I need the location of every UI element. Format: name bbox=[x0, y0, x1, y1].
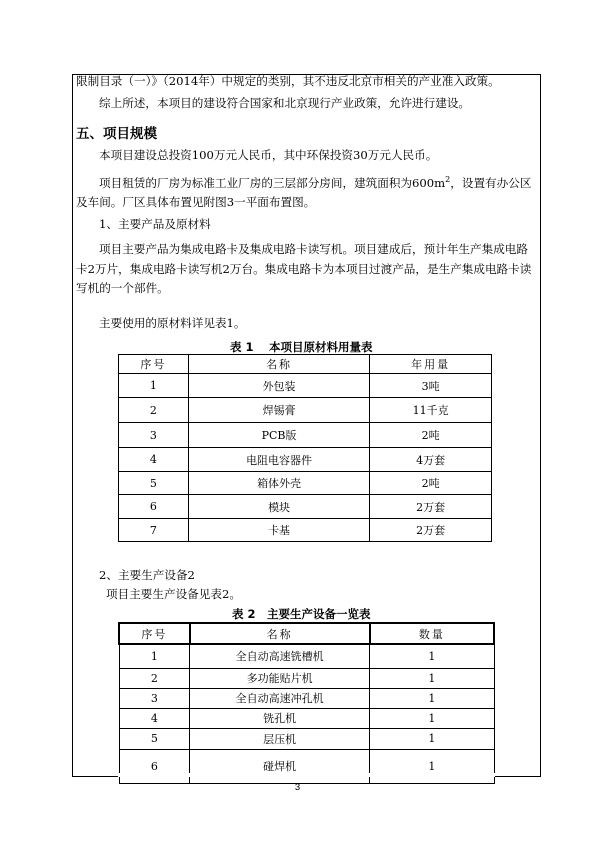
table-cell: 7 bbox=[119, 519, 189, 542]
page-cut bbox=[118, 773, 495, 777]
table-row bbox=[119, 472, 492, 495]
table-body bbox=[119, 374, 492, 542]
table-cell: 1 bbox=[119, 374, 189, 398]
raw-materials-table bbox=[118, 354, 492, 542]
area-superscript: 2 bbox=[445, 175, 451, 184]
column-header: 名称 bbox=[188, 355, 370, 374]
table-cell: 6 bbox=[119, 495, 189, 519]
table-cell: 卡基 bbox=[188, 519, 370, 542]
table-cell: 1 bbox=[370, 668, 494, 688]
table-cell: 3吨 bbox=[370, 374, 492, 398]
page-number: 3 bbox=[294, 782, 301, 793]
table-row bbox=[119, 668, 494, 688]
column-header: 名称 bbox=[190, 623, 370, 644]
table-cell: 2 bbox=[119, 668, 190, 688]
equipment-table bbox=[118, 622, 495, 784]
table-cell: 多功能贴片机 bbox=[190, 668, 370, 688]
column-header: 序号 bbox=[119, 355, 189, 374]
table-cell: 外包装 bbox=[188, 374, 370, 398]
paragraph-conclusion: 综上所述，本项目的建设符合国家和北京现行产业政策，允许进行建设。 bbox=[99, 96, 471, 110]
table-cell: 4万套 bbox=[370, 448, 492, 472]
table-cell: 2万套 bbox=[370, 519, 492, 542]
table-row bbox=[119, 749, 494, 783]
section-heading: 五、项目规模 bbox=[76, 126, 157, 142]
column-header: 数量 bbox=[370, 623, 494, 644]
table-cell: 电阻电容器件 bbox=[188, 448, 370, 472]
paragraph-investment: 本项目建设总投资100万元人民币，其中环保投资30万元人民币。 bbox=[99, 148, 438, 162]
facility-text-cont: ，设置有办公区及车间。厂区具体布置见附图3一平面布置图。 bbox=[76, 175, 532, 210]
table-row bbox=[119, 644, 494, 668]
paragraph-facility bbox=[76, 170, 538, 213]
paragraph-table2-ref: 项目主要生产设备见表2。 bbox=[106, 587, 241, 601]
table-cell: 1 bbox=[370, 708, 494, 728]
table-cell: 2吨 bbox=[370, 472, 492, 495]
table-cell: PCB版 bbox=[188, 423, 370, 448]
paragraph-policy-end: 限制目录（一）》（2014年）中规定的类别，其不违反北京市相关的产业准入政策。 bbox=[76, 74, 500, 88]
table-cell: 1 bbox=[370, 728, 494, 749]
table-row bbox=[119, 374, 492, 398]
facility-text: 项目租赁的厂房为标准工业厂房的三层部分房间，建筑面积为600m bbox=[99, 175, 446, 190]
table-cell: 2万套 bbox=[370, 495, 492, 519]
table-cell: 全自动高速铣槽机 bbox=[190, 644, 370, 668]
paragraph-table1-ref: 主要使用的原材料详见表1。 bbox=[99, 316, 246, 330]
table-row bbox=[119, 398, 492, 423]
table-cell: 5 bbox=[119, 472, 189, 495]
table-cell: 5 bbox=[119, 728, 190, 749]
table-row bbox=[119, 688, 494, 708]
table-cell: 1 bbox=[370, 688, 494, 708]
table-cell: 全自动高速冲孔机 bbox=[190, 688, 370, 708]
paragraph-products: 项目主要产品为集成电路卡及集成电路卡读写机。项目建成后，预计年生产集成电路卡2万片，集成电路卡读写机2万台。集成电路卡为本项目过渡产品，是生产集成电路卡读写机的一个部件。 bbox=[76, 242, 532, 296]
table-cell: 铣孔机 bbox=[190, 708, 370, 728]
table-cell: 4 bbox=[119, 448, 189, 472]
table-cell: 6 bbox=[119, 749, 190, 783]
table-cell: 4 bbox=[119, 708, 190, 728]
table-cell: 2吨 bbox=[370, 423, 492, 448]
table2-caption: 表 2 主要生产设备一览表 bbox=[232, 607, 371, 621]
subheading-products: 1、主要产品及原材料 bbox=[99, 217, 211, 231]
table-row bbox=[119, 728, 494, 749]
table-cell: 层压机 bbox=[190, 728, 370, 749]
table-cell: 1 bbox=[370, 749, 494, 783]
table-header-row bbox=[119, 355, 492, 374]
table-row bbox=[119, 448, 492, 472]
subheading-equipment: 2、主要生产设备2 bbox=[99, 568, 195, 582]
table-row bbox=[119, 519, 492, 542]
table-body bbox=[119, 644, 494, 783]
table-cell: 3 bbox=[119, 423, 189, 448]
table-cell: 焊锡膏 bbox=[188, 398, 370, 423]
column-header: 年用量 bbox=[370, 355, 492, 374]
column-header: 序号 bbox=[119, 623, 190, 644]
table-row bbox=[119, 708, 494, 728]
table1-caption: 表 1 本项目原材料用量表 bbox=[230, 340, 373, 354]
table-row bbox=[119, 495, 492, 519]
table-cell: 1 bbox=[370, 644, 494, 668]
table-cell: 箱体外壳 bbox=[188, 472, 370, 495]
table-cell: 11千克 bbox=[370, 398, 492, 423]
table-header-row bbox=[119, 623, 494, 644]
table-cell: 3 bbox=[119, 688, 190, 708]
table-cell: 模块 bbox=[188, 495, 370, 519]
table-cell: 2 bbox=[119, 398, 189, 423]
table-cell: 碰焊机 bbox=[190, 749, 370, 783]
table-row bbox=[119, 423, 492, 448]
table-cell: 1 bbox=[119, 644, 190, 668]
